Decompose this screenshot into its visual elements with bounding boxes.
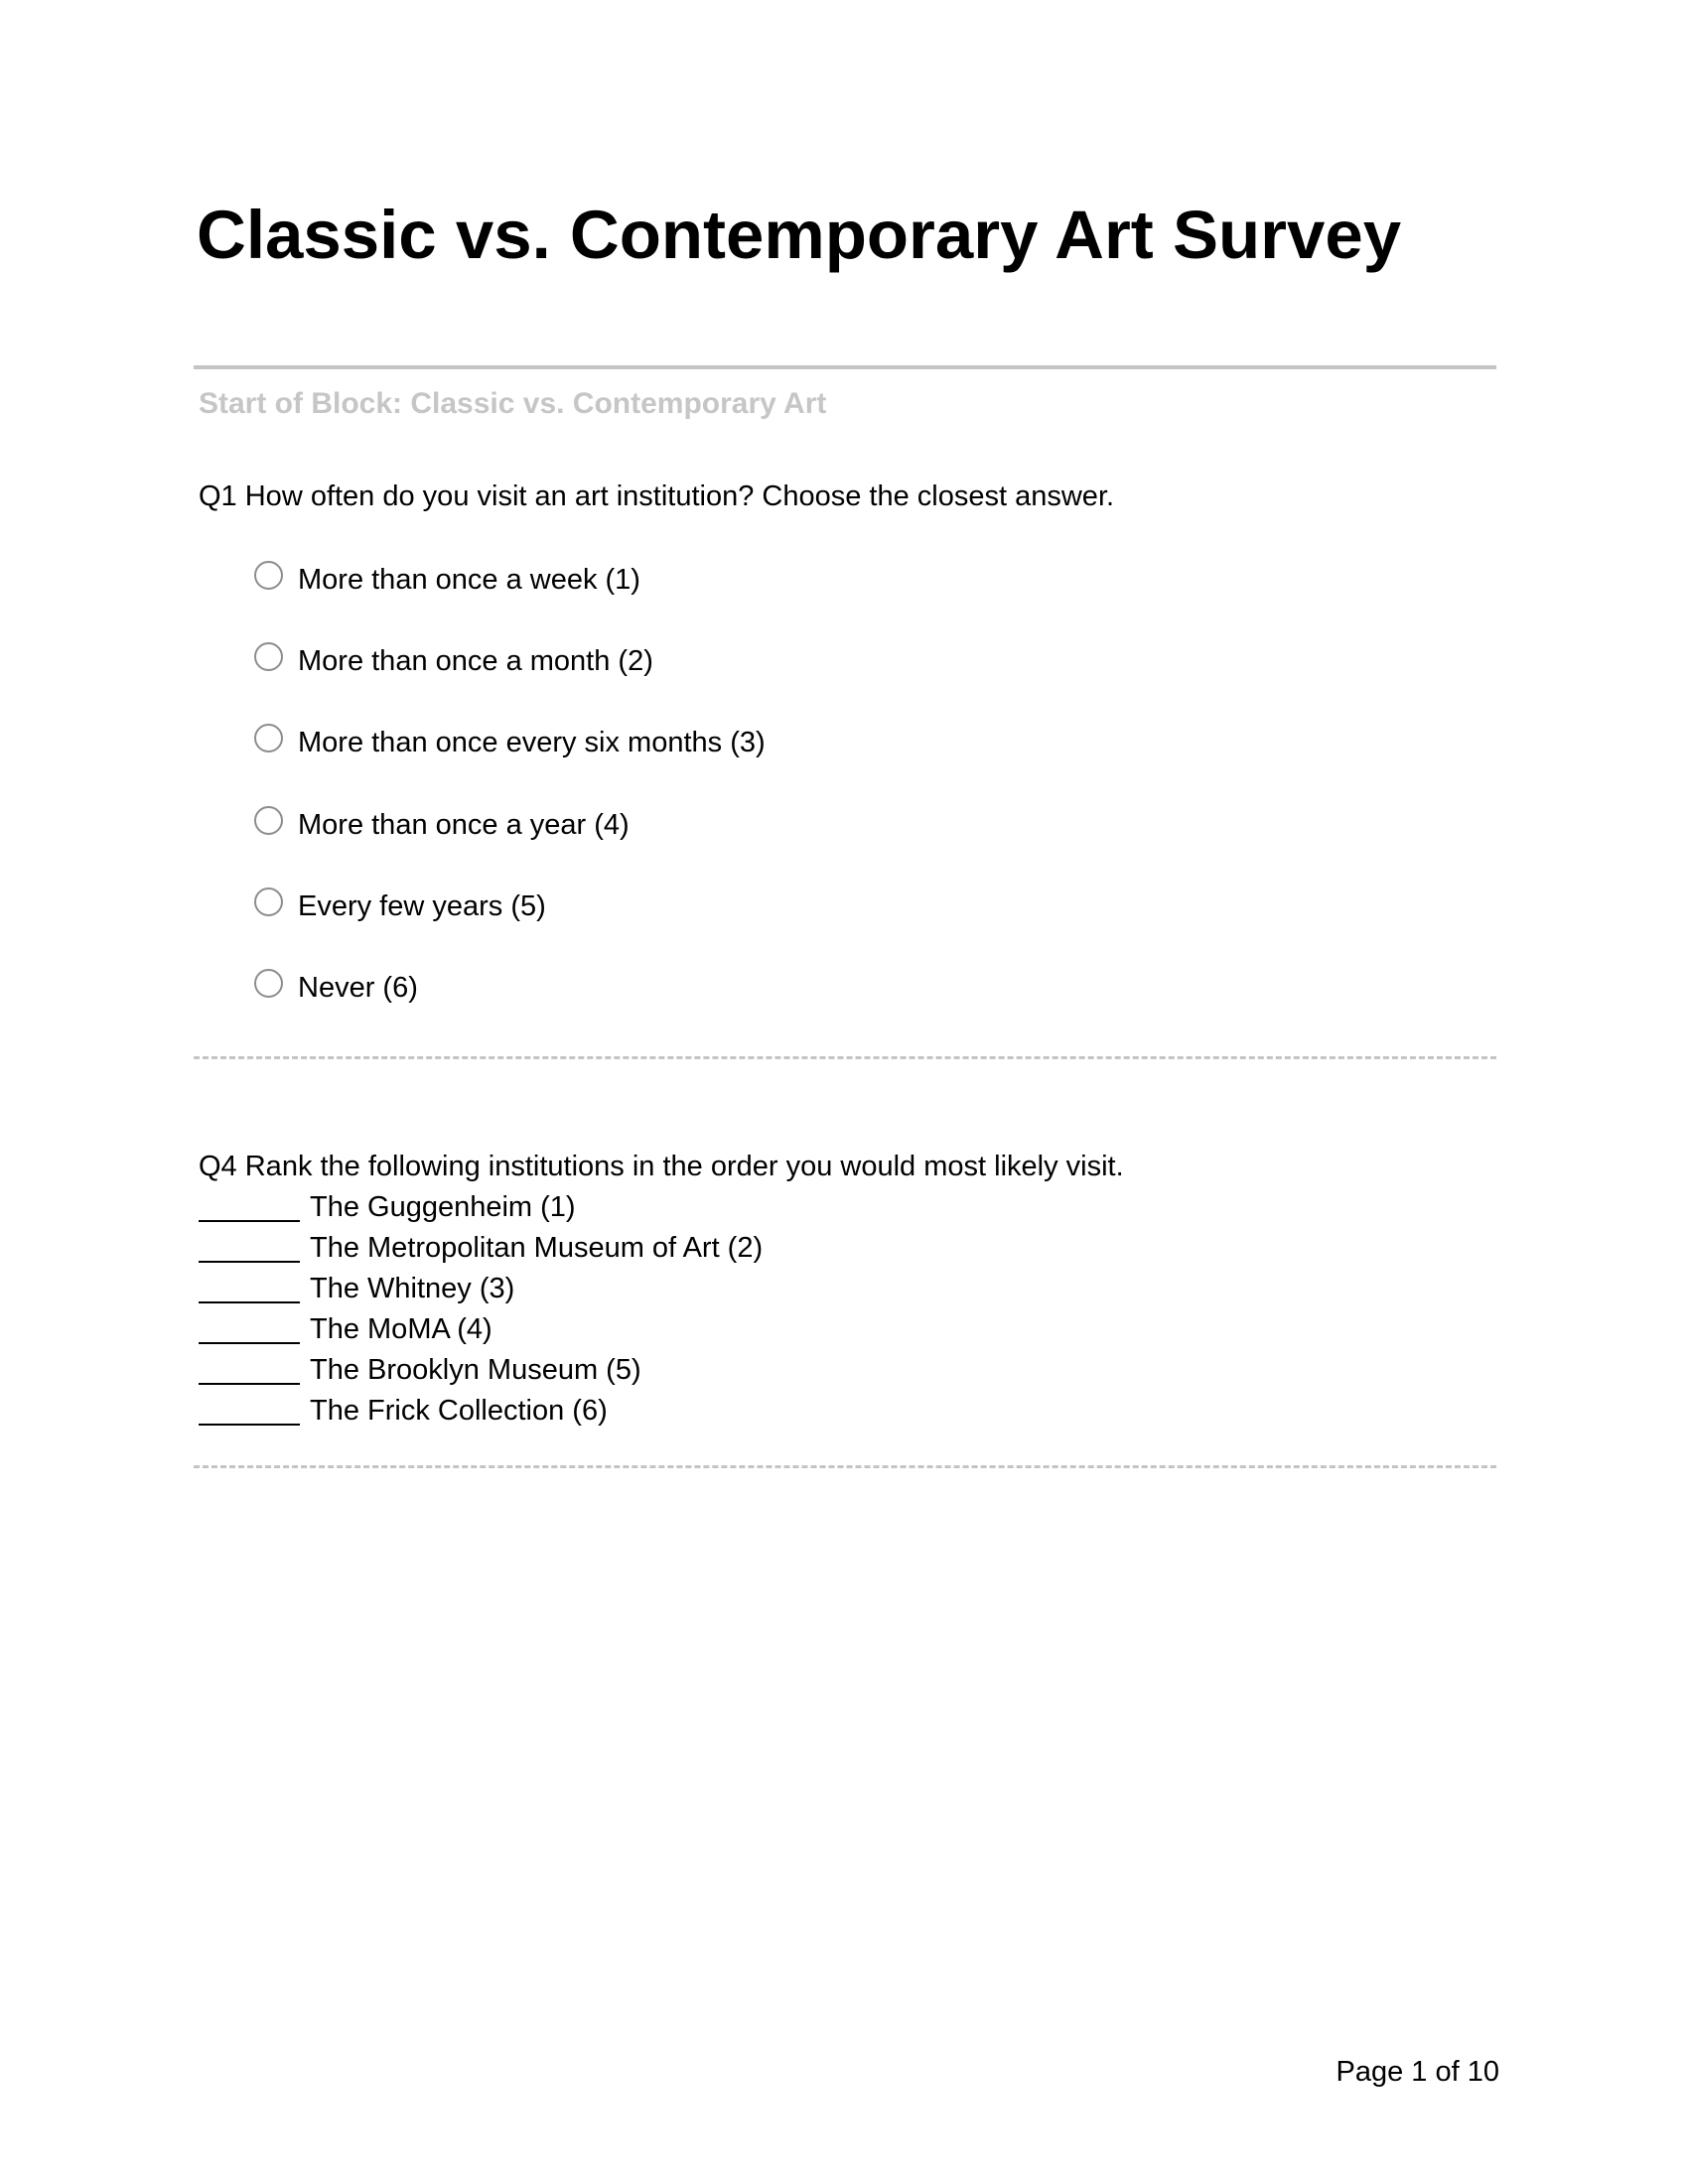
- rank-item-label: The Brooklyn Museum (5): [310, 1354, 641, 1386]
- q1-option-label[interactable]: More than once a year (4): [298, 809, 630, 841]
- question-separator: [194, 1056, 1496, 1059]
- survey-title: Classic vs. Contemporary Art Survey: [197, 197, 1402, 273]
- rank-item: [199, 1350, 763, 1391]
- rank-item-label: The Frick Collection (6): [310, 1395, 608, 1427]
- radio-button-icon[interactable]: [254, 887, 283, 916]
- rank-item: [199, 1228, 763, 1269]
- rank-item-label: The Metropolitan Museum of Art (2): [310, 1232, 764, 1264]
- rank-input-blank[interactable]: [199, 1353, 300, 1385]
- q1-question-text: Q1 How often do you visit an art institution? Choose the closest answer.: [199, 480, 1115, 512]
- rank-item-label: The Guggenheim (1): [310, 1191, 576, 1223]
- rank-input-blank[interactable]: [199, 1190, 300, 1222]
- radio-button-icon[interactable]: [254, 969, 283, 998]
- q4-question-text: Q4 Rank the following institutions in the order you would most likely visit.: [199, 1151, 1124, 1182]
- rank-item-label: The MoMA (4): [310, 1313, 492, 1345]
- page-number: Page 1 of 10: [1336, 2056, 1499, 2088]
- rank-input-blank[interactable]: [199, 1312, 300, 1344]
- q1-option-5[interactable]: [254, 887, 546, 926]
- q1-option-3[interactable]: [254, 723, 766, 762]
- radio-button-icon[interactable]: [254, 561, 283, 590]
- q1-option-label[interactable]: Every few years (5): [298, 890, 546, 922]
- rank-input-blank[interactable]: [199, 1231, 300, 1263]
- q1-option-label[interactable]: More than once every six months (3): [298, 727, 766, 758]
- q1-option-label[interactable]: More than once a month (2): [298, 645, 653, 677]
- rank-item: [199, 1269, 763, 1309]
- radio-button-icon[interactable]: [254, 724, 283, 752]
- block-start-label: Start of Block: Classic vs. Contemporary Art: [199, 387, 827, 420]
- q1-option-label[interactable]: Never (6): [298, 972, 418, 1004]
- rank-item-label: The Whitney (3): [310, 1273, 515, 1304]
- title-divider: [194, 365, 1496, 369]
- radio-button-icon[interactable]: [254, 806, 283, 835]
- rank-input-blank[interactable]: [199, 1394, 300, 1426]
- rank-item: [199, 1391, 763, 1432]
- q1-option-label[interactable]: More than once a week (1): [298, 564, 640, 596]
- q1-option-1[interactable]: [254, 560, 640, 600]
- rank-item: [199, 1187, 763, 1228]
- q1-option-6[interactable]: [254, 968, 418, 1008]
- q4-rank-list: [199, 1187, 763, 1432]
- q1-option-4[interactable]: [254, 805, 630, 845]
- rank-item: [199, 1309, 763, 1350]
- rank-input-blank[interactable]: [199, 1272, 300, 1303]
- question-separator: [194, 1465, 1496, 1468]
- q1-option-2[interactable]: [254, 641, 653, 681]
- radio-button-icon[interactable]: [254, 642, 283, 671]
